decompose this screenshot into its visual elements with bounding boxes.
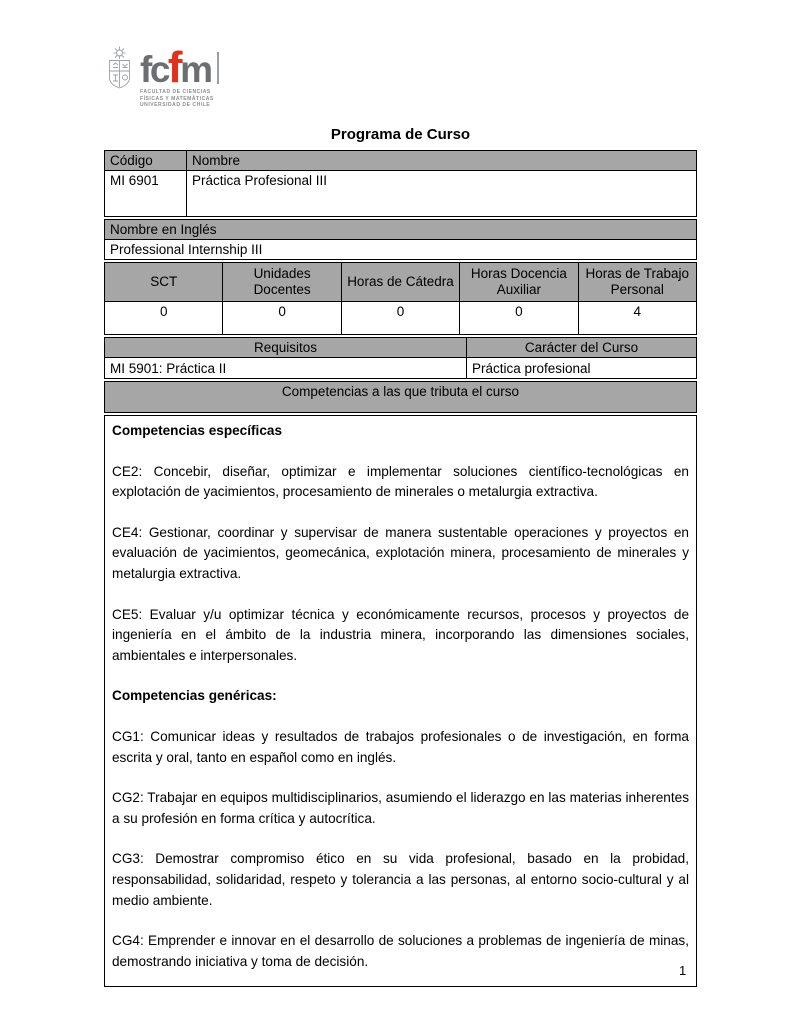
competencia-ce4: CE4: Gestionar, coordinar y supervisar de manera sustentable operaciones y proyectos en evaluación de yacimientos, geomecánica, explotación minera, procesamiento de minerales y metalurgia extractiva. (112, 524, 689, 581)
competencia-cg4: CG4: Emprender e innovar en el desarrollo de soluciones a problemas de ingeniería de minas, demostrando iniciativa y toma de decisión. (112, 933, 689, 969)
caracter-header-cell: Carácter del Curso (467, 338, 697, 358)
sct-header-cell: SCT (105, 263, 223, 302)
logo-subtitle (140, 89, 219, 109)
fcfm-wordmark: fcfm (140, 43, 211, 92)
logo-subtitle-line2: FÍSICAS Y MATEMÁTICAS (140, 95, 214, 102)
competencia-ce2: CE2: Concebir, diseñar, optimizar e implementar soluciones científico-tecnológicas en explotación de yacimientos, procesamiento de minerales o metalurgia extractiva. (112, 463, 689, 500)
codigo-header-cell: Código (105, 151, 187, 171)
competencias-content-cell (105, 416, 697, 987)
english-name-value-cell: Professional Internship III (105, 240, 697, 260)
english-name-table (104, 219, 697, 260)
horas-trabajo-personal-value-cell: 4 (578, 302, 696, 335)
codigo-value-cell: MI 6901 (105, 171, 187, 217)
competencia-cg1: CG1: Comunicar ideas y resultados de trabajos profesionales o de investigación, en forma escrita y oral, tanto en español como en inglés. (112, 728, 689, 765)
university-crest-icon (106, 46, 133, 90)
page-number: 1 (679, 963, 687, 978)
competencias-genericas-heading: Competencias genéricas: (112, 688, 277, 704)
course-code-table (104, 150, 697, 217)
horas-trabajo-personal-header-cell: Horas de Trabajo Personal (578, 263, 696, 302)
logo-divider (217, 52, 219, 84)
competencias-section-header-cell: Competencias a las que tributa el curso (105, 382, 697, 413)
competencias-banner-table (104, 381, 697, 413)
horas-docencia-auxiliar-header-cell: Horas Docencia Auxiliar (460, 263, 578, 302)
unidades-docentes-header-cell: Unidades Docentes (223, 263, 341, 302)
logo-subtitle-line1: FACULTAD DE CIENCIAS (140, 89, 211, 96)
requisitos-header-cell: Requisitos (105, 338, 467, 358)
fcfm-logo (106, 44, 219, 109)
english-name-header-cell: Nombre en Inglés (105, 220, 697, 240)
caracter-value-cell: Práctica profesional (467, 358, 697, 379)
page-title: Programa de Curso (330, 126, 471, 143)
competencia-ce5: CE5: Evaluar y/u optimizar técnica y económicamente recursos, procesos y proyectos de ingeniería en el ámbito de la industria minera, incorporando las dimensiones sociales, ambientales e interpersonales. (112, 606, 689, 663)
nombre-header-cell: Nombre (187, 151, 697, 171)
requisitos-value-cell: MI 5901: Práctica II (105, 358, 467, 379)
logo-subtitle-line3: UNIVERSIDAD DE CHILE (140, 102, 211, 109)
fcfm-red-f: f (167, 43, 181, 92)
unidades-docentes-value-cell: 0 (223, 302, 341, 335)
competencias-body-table (104, 415, 697, 987)
nombre-value-cell: Práctica Profesional III (187, 171, 697, 217)
document-page (104, 126, 697, 989)
credits-hours-table (104, 262, 697, 335)
horas-catedra-value-cell: 0 (341, 302, 459, 335)
requirements-table (104, 337, 697, 379)
horas-catedra-header-cell: Horas de Cátedra (341, 263, 459, 302)
horas-docencia-auxiliar-value-cell: 0 (460, 302, 578, 335)
competencia-cg2: CG2: Trabajar en equipos multidisciplinarios, asumiendo el liderazgo en las materias inherentes a su profesión en forma crítica y autocrítica. (112, 790, 689, 826)
competencias-especificas-heading: Competencias específicas (112, 423, 283, 438)
sct-value-cell: 0 (105, 302, 223, 335)
competencia-cg3: CG3: Demostrar compromiso ético en su vida profesional, basado en la probidad, responsabilidad, solidaridad, respeto y tolerancia a las personas, al entorno socio-cultural y al medio ambiente. (112, 851, 689, 908)
